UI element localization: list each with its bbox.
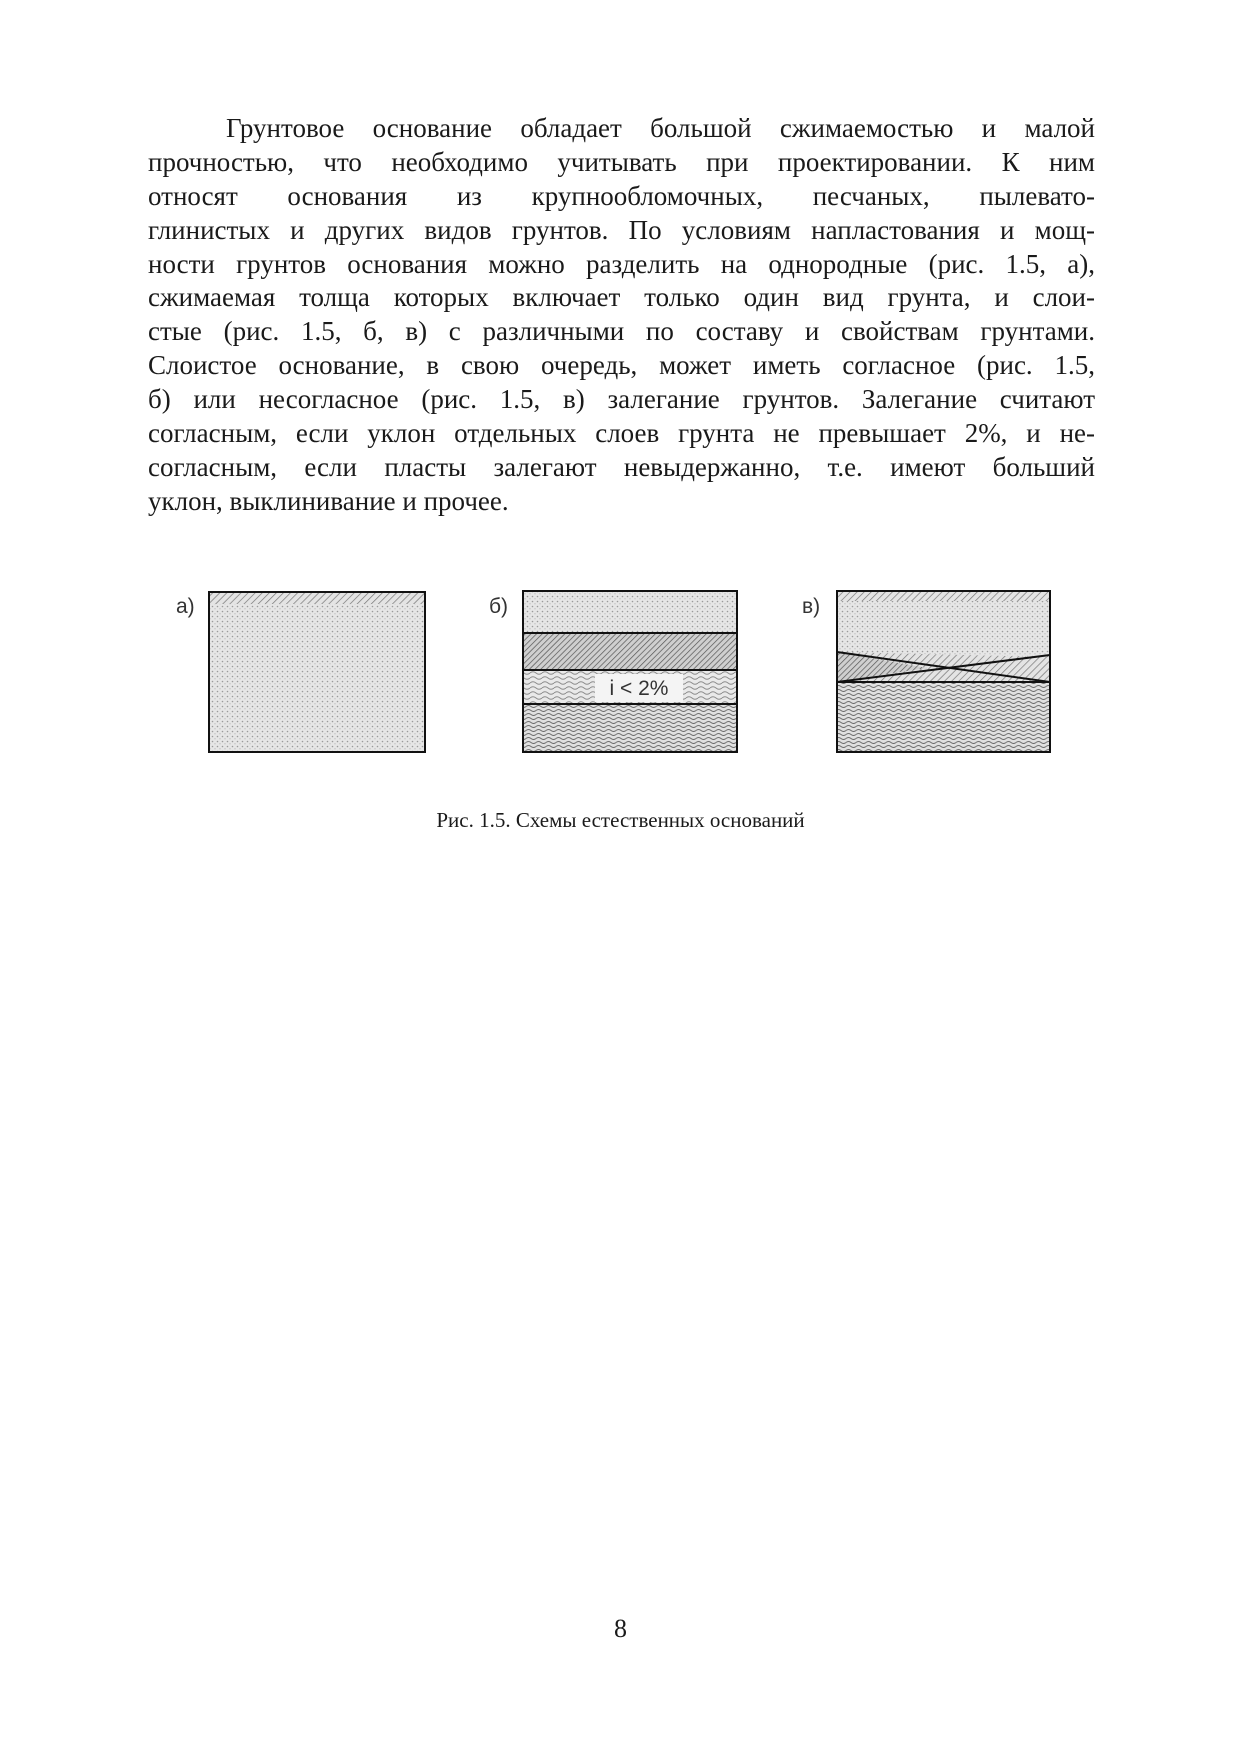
panel-c-bottom-layer bbox=[837, 682, 1050, 752]
panel-b-layer-sand bbox=[523, 591, 737, 633]
body-line: стые (рис. 1.5, б, в) с различными по составу и свойствам грунтами. bbox=[148, 316, 1095, 347]
body-line: прочностью, что необходимо учитывать при проектировании. К ним bbox=[148, 146, 1095, 177]
figure-caption: Рис. 1.5. Схемы естественных оснований bbox=[436, 808, 805, 832]
body-line: согласным, если уклон отдельных слоев грунта не превышает 2%, и не- bbox=[148, 418, 1095, 449]
body-line: согласным, если пласты залегают невыдержанно, т.е. имеют больший bbox=[148, 451, 1095, 482]
panel-b-layer-bottom bbox=[523, 704, 737, 752]
page-number: 8 bbox=[614, 1614, 627, 1643]
body-line: глинистых и других видов грунтов. По условиям напластования и мощ- bbox=[148, 214, 1095, 245]
panel-a bbox=[176, 592, 425, 752]
panel-c-topsoil-layer bbox=[837, 591, 1050, 601]
panel-c-label: в) bbox=[802, 595, 821, 618]
panel-b-slope-label: i < 2% bbox=[609, 677, 669, 700]
body-line: Слоистое основание, в свою очередь, может иметь согласное (рис. 1.5, bbox=[148, 350, 1095, 381]
body-line: сжимаемая толща которых включает только один вид грунта, и слои- bbox=[148, 282, 1095, 313]
soil-foundation-figure bbox=[146, 560, 1096, 780]
panel-b-label: б) bbox=[489, 595, 509, 618]
body-line: уклон, выклинивание и прочее. bbox=[148, 485, 509, 516]
body-line: относят основания из крупнообломочных, песчаных, пылевато- bbox=[148, 180, 1095, 211]
body-line: ности грунтов основания можно разделить на однородные (рис. 1.5, а), bbox=[148, 248, 1095, 279]
panel-a-homogeneous-soil bbox=[209, 604, 425, 752]
body-paragraph bbox=[148, 112, 1095, 519]
panel-a-label: а) bbox=[176, 595, 195, 618]
body-line: б) или несогласное (рис. 1.5, в) залегание грунтов. Залегание считают bbox=[148, 384, 1095, 415]
panel-b-layer-clay bbox=[523, 633, 737, 670]
panel-b bbox=[489, 591, 737, 752]
body-line: Грунтовое основание обладает большой сжимаемостью и малой bbox=[226, 113, 1095, 143]
panel-a-topsoil-layer bbox=[209, 592, 425, 604]
panel-c bbox=[802, 591, 1050, 752]
